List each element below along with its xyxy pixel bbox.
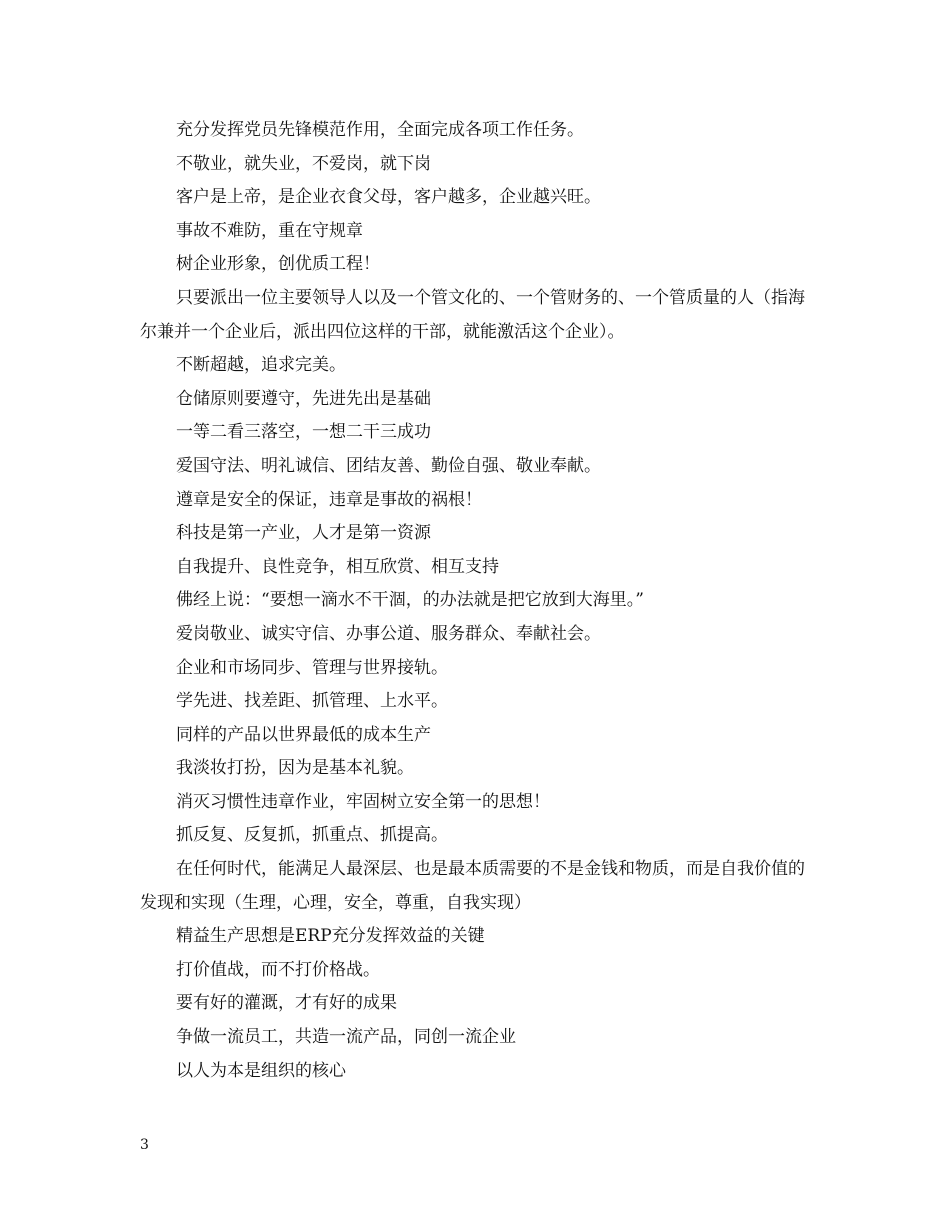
paragraph: 不敬业，就失业，不爱岗，就下岗 bbox=[176, 153, 431, 174]
paragraph: 抓反复、反复抓，抓重点、抓提高。 bbox=[176, 825, 448, 846]
paragraph: 学先进、找差距、抓管理、上水平。 bbox=[176, 691, 448, 712]
paragraph: 充分发挥党员先锋模范作用，全面完成各项工作任务。 bbox=[176, 120, 584, 140]
paragraph: 企业和市场同步、管理与世界接轨。 bbox=[176, 657, 448, 678]
paragraph: 事故不难防，重在守规章 bbox=[176, 220, 363, 241]
paragraph: 爱岗敬业、诚实守信、办事公道、服务群众、奉献社会。 bbox=[176, 623, 601, 644]
paragraph: 精益生产思想是ERP充分发挥效益的关键 bbox=[176, 926, 485, 947]
paragraph: 客户是上帝，是企业衣食父母，客户越多，企业越兴旺。 bbox=[176, 187, 601, 208]
paragraph: 在任何时代，能满足人最深层、也是最本质需要的不是金钱和物质，而是自我价值的发现和实现（生理，心理，安全，尊重，自我实现） bbox=[140, 859, 805, 913]
paragraph: 要有好的灌溉，才有好的成果 bbox=[176, 993, 397, 1014]
paragraph: 自我提升、良性竞争，相互欣赏、相互支持 bbox=[176, 556, 499, 577]
paragraph: 遵章是安全的保证，违章是事故的祸根！ bbox=[176, 489, 482, 510]
paragraph: 科技是第一产业，人才是第一资源 bbox=[176, 523, 431, 544]
paragraph: 消灭习惯性违章作业，牢固树立安全第一的思想！ bbox=[176, 791, 550, 812]
body-text bbox=[140, 114, 815, 1088]
paragraph: 树企业形象，创优质工程！ bbox=[176, 254, 380, 275]
paragraph: 不断超越，追求完美。 bbox=[176, 355, 346, 376]
paragraph: 打价值战，而不打价格战。 bbox=[176, 959, 380, 980]
paragraph: 同样的产品以世界最低的成本生产 bbox=[176, 724, 431, 745]
paragraph: 仓储原则要遵守，先进先出是基础 bbox=[176, 388, 431, 409]
paragraph: 爱国守法、明礼诚信、团结友善、勤俭自强、敬业奉献。 bbox=[176, 455, 601, 476]
paragraph: 一等二看三落空，一想二干三成功 bbox=[176, 422, 431, 443]
paragraph: 以人为本是组织的核心 bbox=[176, 1060, 346, 1081]
paragraph: 我淡妆打扮，因为是基本礼貌。 bbox=[176, 758, 414, 779]
paragraph: 只要派出一位主要领导人以及一个管文化的、一个管财务的、一个管质量的人（指海尔兼并一个企业后，派出四位这样的干部，就能激活这个企业）。 bbox=[140, 287, 805, 342]
page-number: 3 bbox=[140, 1137, 149, 1153]
paragraph: 佛经上说：“要想一滴水不干涸，的办法就是把它放到大海里。” bbox=[176, 590, 644, 611]
paragraph: 争做一流员工，共造一流产品，同创一流企业 bbox=[176, 1027, 516, 1048]
